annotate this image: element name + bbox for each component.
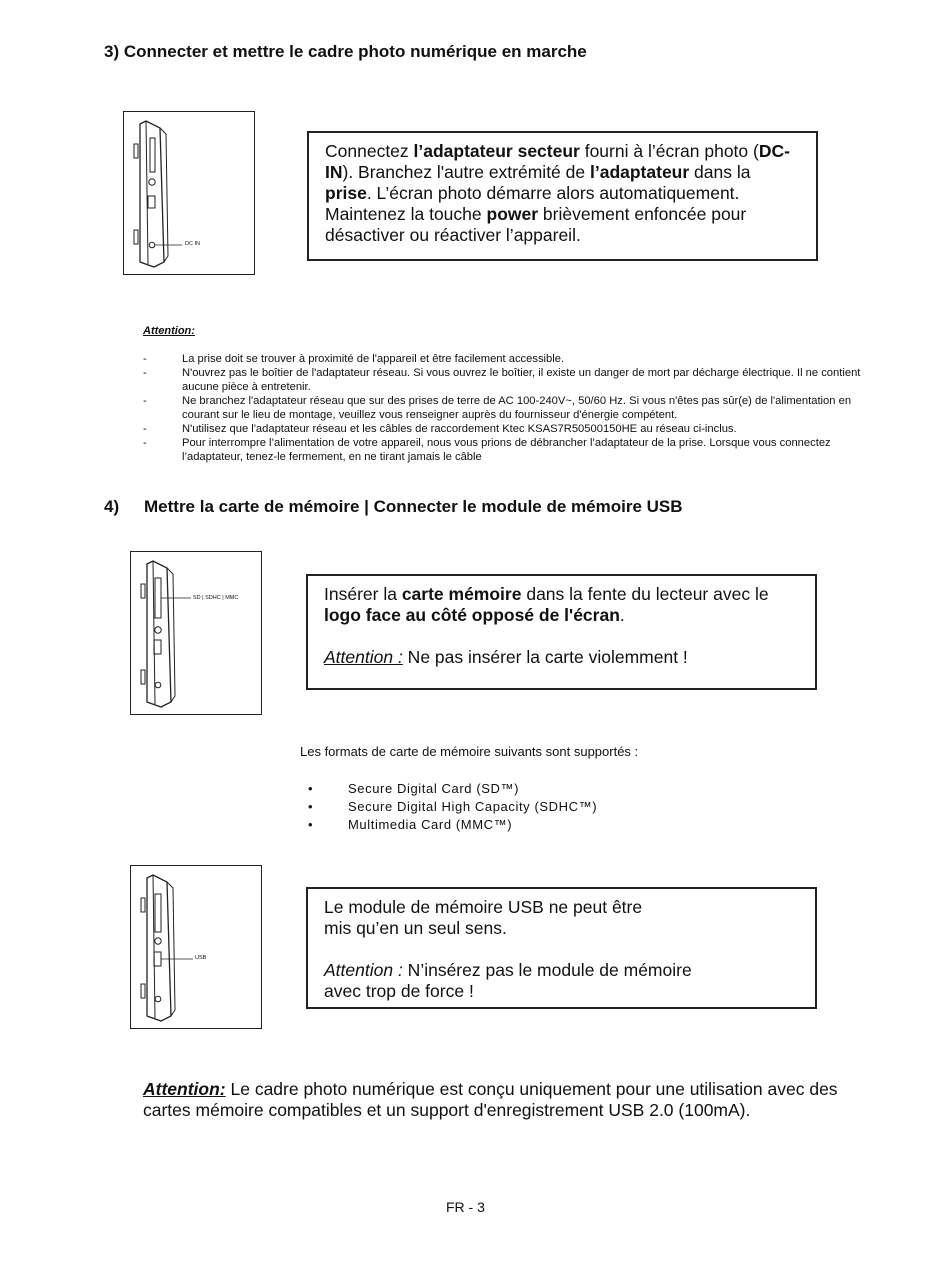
list-item — [308, 798, 597, 816]
text: N’insérez pas le module de mémoire — [402, 960, 692, 980]
bullet-marker: • — [308, 799, 314, 814]
formats-list — [308, 780, 597, 834]
dash-marker: - — [143, 367, 147, 379]
usb-warning — [324, 960, 799, 981]
text: ). Branchez l'autre extrémité de — [342, 162, 590, 182]
emphasis-dcin: DC-IN — [325, 141, 790, 182]
emphasis-adapter: l’adaptateur secteur — [413, 141, 580, 161]
usb-line-2: mis qu’en un seul sens. — [324, 918, 507, 938]
list-item — [143, 422, 868, 436]
dash-marker: - — [143, 353, 147, 365]
emphasis-power: power — [486, 204, 539, 224]
usb-line-1: Le module de mémoire USB ne peut être — [324, 897, 643, 917]
page-number: FR - 3 — [446, 1199, 485, 1215]
text: brièvement enfoncée pour désactiver ou réactiver l’appareil. — [325, 204, 747, 245]
text: Insérer la — [324, 584, 402, 604]
text: dans la — [689, 162, 751, 182]
device-side-figure-usb — [130, 865, 262, 1029]
device-side-illustration — [131, 552, 260, 713]
text: Le cadre photo numérique est conçu uniquement pour une utilisation avec des cartes mémoire compatibles et un support d'enregistrement USB 2.0 (100mA). — [143, 1079, 838, 1120]
attention-list — [143, 352, 868, 464]
list-item-text: La prise doit se trouver à proximité de l'appareil et être facilement accessible. — [182, 353, 565, 365]
text: dans la fente du lecteur avec le — [521, 584, 769, 604]
attention-label: Attention : — [324, 647, 403, 667]
memory-card-box — [306, 574, 817, 690]
list-item-text: Multimedia Card (MMC™) — [348, 817, 513, 832]
attention-label: Attention: — [143, 1079, 226, 1099]
bullet-marker: • — [308, 817, 314, 832]
text: fourni à l’écran photo ( — [579, 141, 759, 161]
final-attention-note — [143, 1079, 875, 1121]
device-side-illustration — [131, 866, 260, 1027]
dc-in-label: DC IN — [185, 241, 200, 247]
list-item — [143, 394, 868, 422]
text: . L’écran photo démarre alors automatiquement. Maintenez la touche — [325, 183, 740, 224]
usb-line-4: avec trop de force ! — [324, 981, 474, 1001]
attention-heading: Attention: — [143, 325, 195, 337]
list-item-text: Secure Digital Card (SD™) — [348, 781, 520, 796]
device-side-figure-card — [130, 551, 262, 715]
dash-marker: - — [143, 437, 147, 449]
list-item — [308, 780, 597, 798]
formats-intro: Les formats de carte de mémoire suivants sont supportés : — [300, 744, 639, 759]
list-item-text: Pour interrompre l’alimentation de votre appareil, nous vous prions de débrancher l’adaptateur de la prise. Lorsque vous connectez l’adaptateur, tenez-le fermement, en ne tirant jamais le câble — [182, 437, 831, 463]
list-item — [143, 352, 868, 366]
text: Connectez — [325, 141, 414, 161]
device-side-figure-dcin — [123, 111, 255, 275]
list-item-text: N'utilisez que l'adaptateur réseau et les câbles de raccordement Ktec KSAS7R50500150HE au réseau ci-inclus. — [182, 423, 737, 435]
list-item — [143, 366, 868, 394]
card-slot-label: SD | SDHC | MMC — [193, 595, 239, 601]
list-item-text: N'ouvrez pas le boîtier de l'adaptateur réseau. Si vous ouvrez le boîtier, il existe un danger de mort par décharge électrique. Il ne contient aucune pièce à entretenir. — [182, 367, 861, 393]
emphasis-card: carte mémoire — [401, 584, 522, 604]
bullet-marker: • — [308, 781, 314, 796]
text: . — [619, 605, 625, 625]
dash-marker: - — [143, 395, 147, 407]
list-item-text: Secure Digital High Capacity (SDHC™) — [348, 799, 598, 814]
memory-card-warning — [324, 647, 799, 668]
list-item-text: Ne branchez l'adaptateur réseau que sur des prises de terre de AC 100-240V~, 50/60 Hz. Si vous n'êtes pas sûr(e) de l'alimentation en courant sur le lieu de montage, veuillez vous renseigner auprès du fournisseur d'énergie compétent. — [182, 395, 852, 421]
list-item — [308, 816, 597, 834]
text: Ne pas insérer la carte violemment ! — [402, 647, 688, 667]
usb-label: USB — [195, 955, 207, 961]
emphasis-logo: logo face au côté opposé de l'écran — [324, 605, 620, 625]
attention-label: Attention : — [324, 960, 403, 980]
section-3-title: 3) Connecter et mettre le cadre photo numérique en marche — [104, 42, 587, 61]
power-instructions-box — [307, 131, 818, 261]
emphasis-outlet: prise — [325, 183, 367, 203]
list-item — [143, 436, 868, 464]
memory-card-instruction — [324, 584, 799, 626]
usb-module-box — [306, 887, 817, 1009]
section-4-title: Mettre la carte de mémoire | Connecter le module de mémoire USB — [144, 497, 683, 516]
emphasis-adapter: l’adaptateur — [589, 162, 690, 182]
section-4-number: 4) — [104, 497, 120, 516]
device-side-illustration — [124, 112, 253, 273]
dash-marker: - — [143, 423, 147, 435]
